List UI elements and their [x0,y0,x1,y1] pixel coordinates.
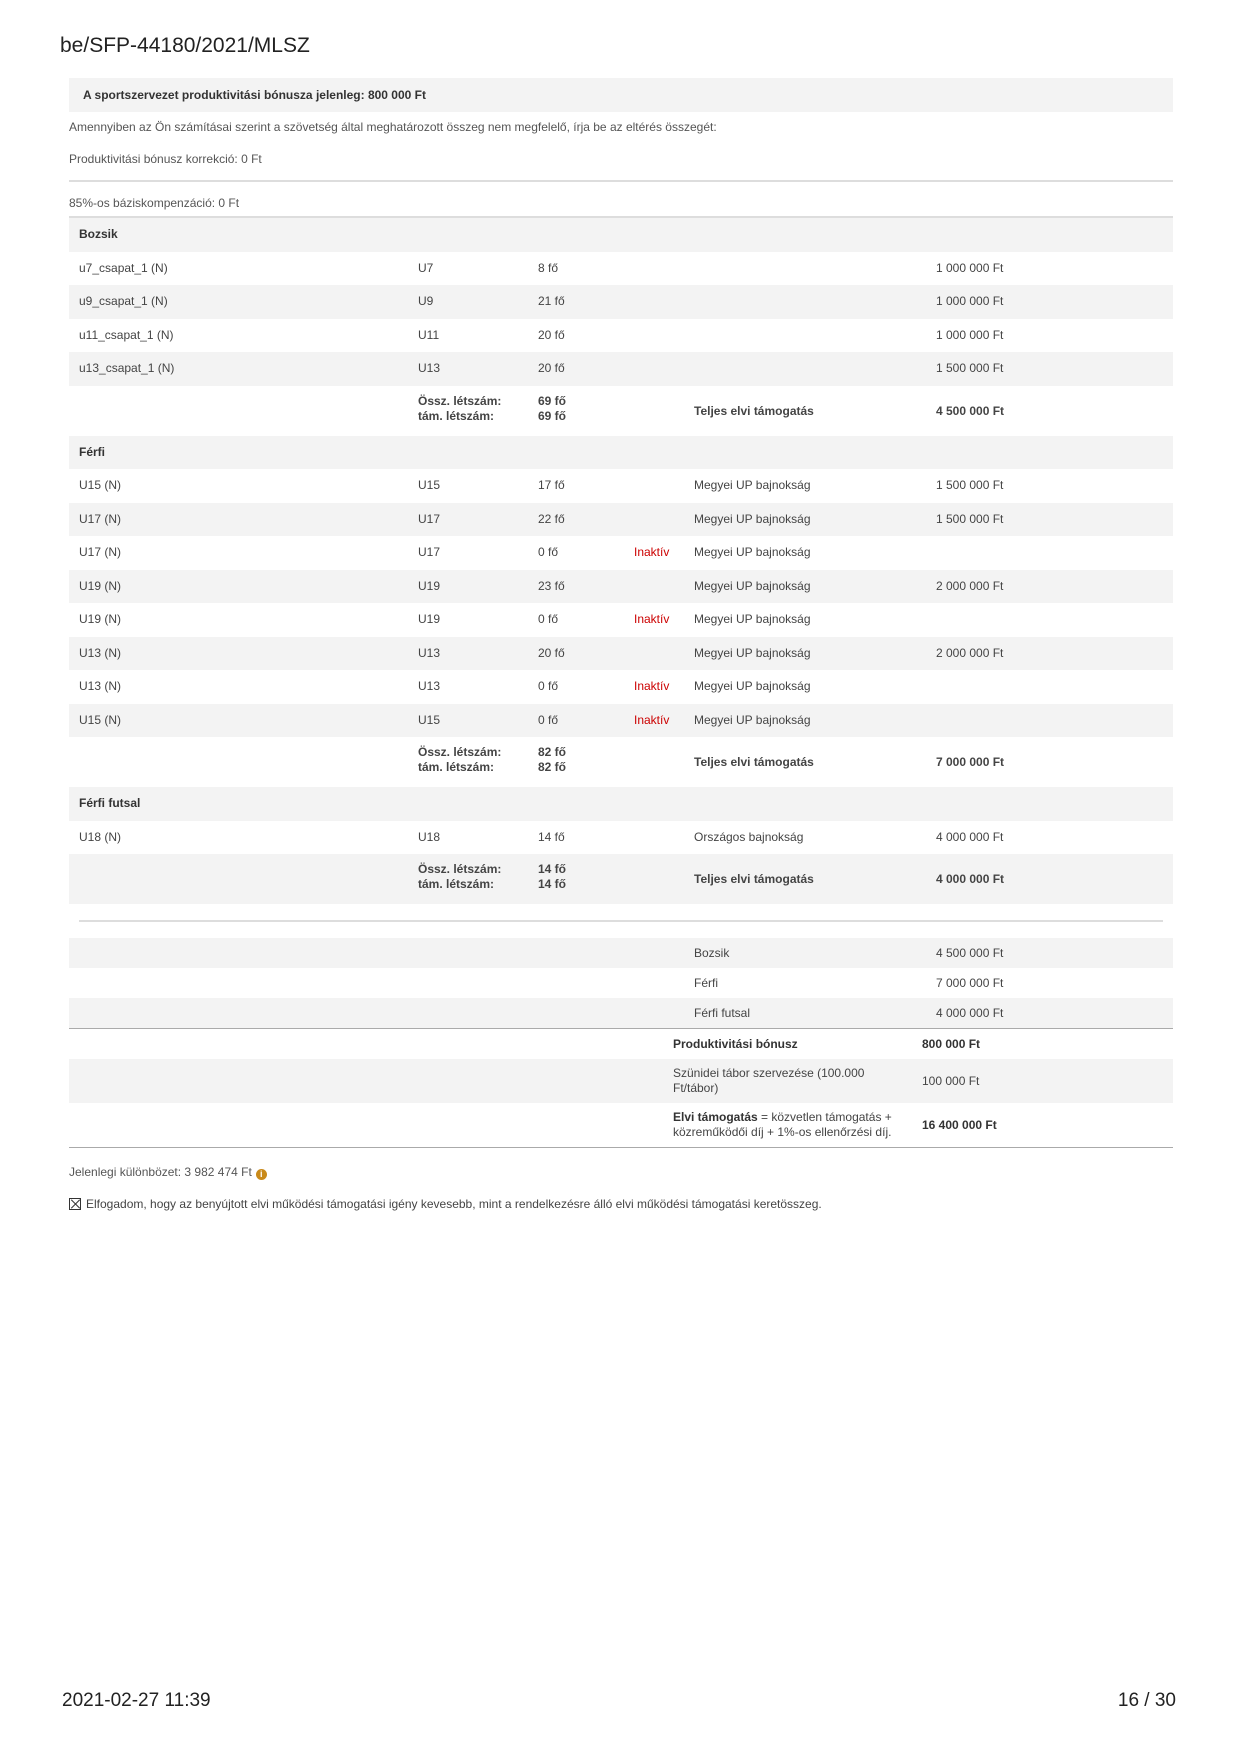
summary-row [69,938,1173,968]
team-name: U13 (N) [79,645,122,660]
elvi-label [673,1110,913,1140]
player-count: 20 fő [538,645,565,660]
league-name: Megyei UP bajnokság [694,478,811,492]
team-name: U15 (N) [79,712,122,727]
camp-label: Szünidei tábor szervezése (100.000 Ft/tábor) [673,1066,865,1095]
total-labels [418,745,501,775]
section-heading: Bozsik [69,218,1173,252]
summary-label: Férfi futsal [694,1006,751,1020]
amount: 1 500 000 Ft [936,478,1004,492]
total-count-label: Össz. létszám: [418,745,502,759]
table-row [69,536,1173,570]
total-support-amount: 7 000 000 Ft [936,755,1005,769]
team-name: U19 (N) [79,612,122,626]
age-group: U7 [418,260,434,275]
league-name: Megyei UP bajnokság [694,712,811,727]
summary-amount: 4 000 000 Ft [936,1006,1004,1020]
total-values [538,745,566,775]
table-row [69,352,1173,386]
total-values [538,394,566,424]
supported-count-value: 14 fő [538,877,567,891]
amount: 1 000 000 Ft [936,260,1004,275]
summary-label: Férfi [694,976,718,990]
base-compensation: 85%-os báziskompenzáció: 0 Ft [69,182,1173,218]
elvi-label-bold: Elvi támogatás [673,1110,758,1124]
camp-amount: 100 000 Ft [922,1074,980,1088]
amount: 1 500 000 Ft [936,361,1004,375]
table-row [69,637,1173,671]
table-row [69,603,1173,637]
table-row [69,821,1173,855]
supported-count-label: tám. létszám: [418,877,495,891]
player-count: 0 fő [538,712,559,727]
player-count: 0 fő [538,679,559,693]
footer-datetime: 2021-02-27 11:39 [62,1690,211,1711]
status-label: Inaktív [634,545,670,559]
summary-row [69,998,1173,1028]
section-heading: Férfi [69,436,1173,470]
age-group: U13 [418,679,441,693]
content [69,78,1173,1214]
age-group: U15 [418,478,441,492]
team-name: u11_csapat_1 (N) [79,327,174,342]
supported-count-value: 69 fő [538,408,567,423]
total-count-value: 82 fő [538,745,567,759]
age-group: U15 [418,712,441,727]
player-count: 20 fő [538,361,565,375]
section-total-row [69,737,1173,787]
bonus-instruction: Amennyiben az Ön számításai szerint a szövetség által meghatározott összeg nem megfelelő, írja be az eltérés összegét: [69,120,717,134]
table-row [69,252,1173,286]
age-group: U11 [418,327,440,342]
league-name: Megyei UP bajnokság [694,545,811,559]
section-heading: Férfi futsal [69,787,1173,821]
accept-text: Elfogadom, hogy az benyújtott elvi működési támogatási igény kevesebb, mint a rendelkezésre álló elvi működési támogatási keretösszeg. [86,1197,822,1211]
amount: 1 000 000 Ft [936,327,1004,342]
age-group: U13 [418,645,441,660]
total-support-label: Teljes elvi támogatás [694,403,814,418]
league-name: Megyei UP bajnokság [694,612,811,626]
status-label: Inaktív [634,679,670,693]
difference-note [69,1162,1173,1182]
section-total-row [69,386,1173,436]
elvi-label-rest: = közvetlen támogatás + közreműködői díj + 1%-os ellenőrzési díj. [673,1110,892,1139]
total-count-value: 69 fő [538,393,567,408]
player-count: 0 fő [538,612,559,626]
age-group: U17 [418,545,441,559]
summary-label: Bozsik [694,946,730,960]
age-group: U18 [418,829,441,844]
document-id: be/SFP-44180/2021/MLSZ [60,34,310,57]
age-group: U19 [418,612,441,626]
elvi-row [69,1103,1173,1147]
supported-count-value: 82 fő [538,760,567,774]
player-count: 20 fő [538,327,565,342]
table-row [69,319,1173,353]
amount: 4 000 000 Ft [936,829,1004,844]
table-row [69,285,1173,319]
table-row [69,503,1173,537]
player-count: 23 fő [538,578,565,593]
status-label: Inaktív [634,612,670,626]
player-count: 0 fő [538,545,559,559]
summary-table [69,938,1173,1028]
table-row [69,469,1173,503]
summary-amount: 4 500 000 Ft [936,946,1004,960]
page-number: 16 / 30 [1117,1690,1176,1711]
total-count-label: Össz. létszám: [418,862,502,876]
total-labels [418,394,501,424]
bonus-correction: Produktivitási bónusz korrekció: 0 Ft [69,142,1173,182]
league-name: Országos bajnokság [694,829,804,844]
total-support-label: Teljes elvi támogatás [694,872,814,886]
league-name: Megyei UP bajnokság [694,679,811,693]
team-name: U17 (N) [79,511,122,526]
bonus-label: Produktivitási bónusz [673,1037,798,1051]
table-row [69,704,1173,738]
elvi-amount: 16 400 000 Ft [922,1118,997,1132]
bonus-row [69,1029,1173,1059]
team-name: U18 (N) [79,829,122,844]
divider [79,920,1163,922]
total-support-amount: 4 000 000 Ft [936,872,1005,886]
team-name: u7_csapat_1 (N) [79,260,168,275]
section-total-row [69,854,1173,904]
table-row [69,570,1173,604]
team-name: U17 (N) [79,545,122,559]
age-group: U19 [418,578,441,593]
total-count-value: 14 fő [538,862,567,876]
bonus-heading: A sportszervezet produktivitási bónusza jelenleg: 800 000 Ft [69,78,1173,112]
info-icon[interactable]: i [256,1169,267,1180]
accept-checkbox[interactable] [69,1198,81,1210]
player-count: 8 fő [538,260,559,275]
final-table [69,1028,1173,1148]
player-count: 22 fő [538,511,565,526]
summary-amount: 7 000 000 Ft [936,976,1004,990]
league-name: Megyei UP bajnokság [694,511,811,526]
league-name: Megyei UP bajnokság [694,645,811,660]
team-name: U13 (N) [79,679,122,693]
amount: 1 000 000 Ft [936,294,1004,308]
summary-row [69,968,1173,998]
camp-row [69,1059,1173,1103]
total-support-label: Teljes elvi támogatás [694,755,814,769]
status-label: Inaktív [634,712,670,727]
player-count: 21 fő [538,294,565,308]
age-group: U17 [418,511,441,526]
team-sections [69,218,1173,904]
accept-row [69,1194,1173,1214]
player-count: 17 fő [538,478,565,492]
total-values [538,862,566,892]
difference-text: Jelenlegi különbözet: 3 982 474 Ft [69,1165,252,1179]
supported-count-label: tám. létszám: [418,408,495,423]
total-count-label: Össz. létszám: [418,393,502,408]
age-group: U9 [418,294,434,308]
team-name: u13_csapat_1 (N) [79,361,175,375]
table-row [69,670,1173,704]
amount: 2 000 000 Ft [936,578,1004,593]
total-labels [418,862,501,892]
team-name: U15 (N) [79,478,122,492]
amount: 2 000 000 Ft [936,645,1004,660]
league-name: Megyei UP bajnokság [694,578,811,593]
amount: 1 500 000 Ft [936,511,1004,526]
age-group: U13 [418,361,441,375]
total-support-amount: 4 500 000 Ft [936,403,1005,418]
team-name: u9_csapat_1 (N) [79,294,168,308]
supported-count-label: tám. létszám: [418,760,495,774]
team-name: U19 (N) [79,578,122,593]
player-count: 14 fő [538,829,565,844]
bonus-amount: 800 000 Ft [922,1037,981,1051]
